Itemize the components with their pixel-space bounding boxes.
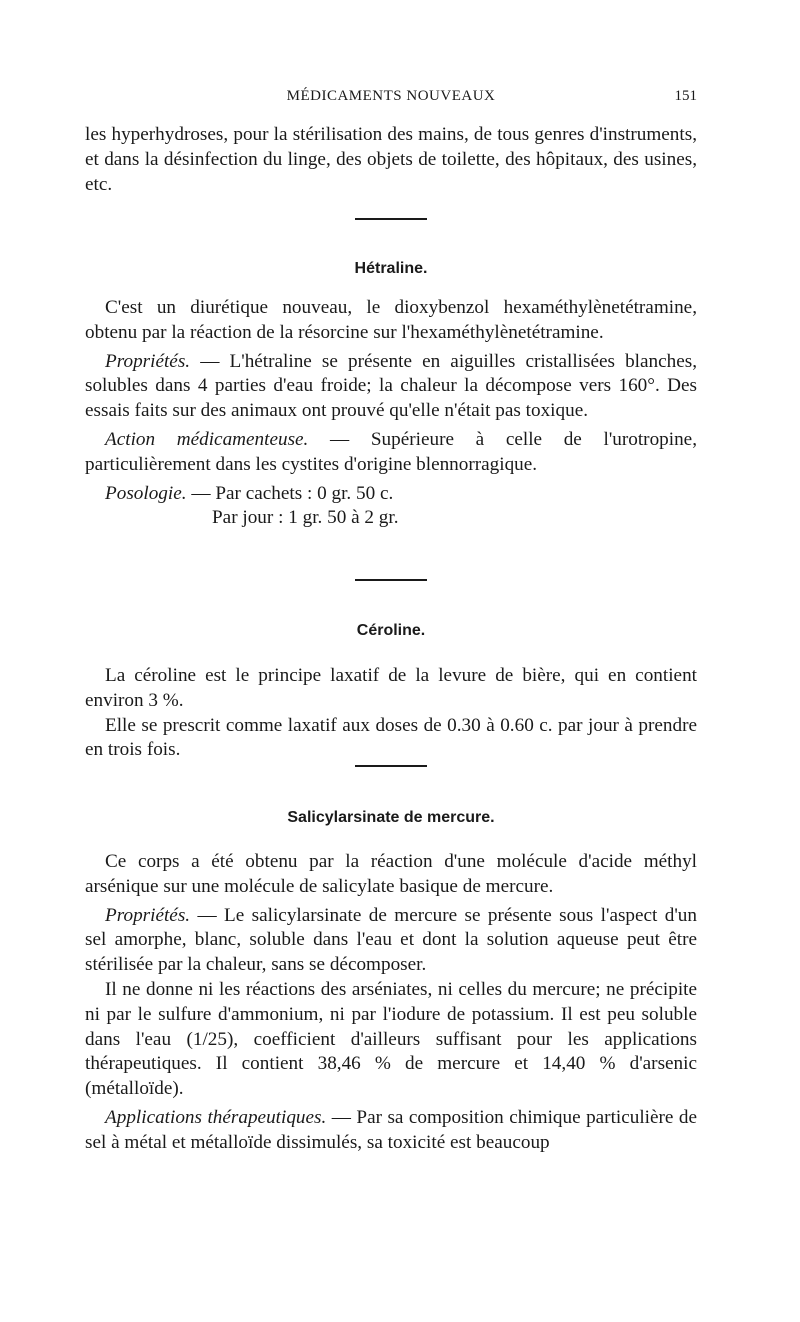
intro-paragraph	[85, 123, 697, 197]
salicylarsinate-properties	[85, 904, 697, 978]
section-title-ceroline: Céroline.	[356, 622, 426, 639]
section-divider	[355, 218, 427, 220]
salicylarsinate-applications	[85, 1106, 697, 1156]
running-title: MÉDICAMENTS NOUVEAUX	[286, 88, 496, 104]
applications-text: — Par sa composition chimique particulière de sel à métal et métalloïde dissimulés, sa toxicité est beaucoup	[85, 1106, 697, 1153]
running-header	[85, 88, 697, 110]
posology-line-2: Par jour : 1 gr. 50 à 2 gr.	[212, 507, 399, 529]
properties-text: — Le salicylarsinate de mercure se présente sous l'aspect d'un sel amorphe, blanc, soluble dans l'eau et dont la solution aqueuse peut être stérilisée par la chaleur, sans se décomposer.	[85, 904, 697, 976]
section-title-salicylarsinate: Salicylarsinate de mercure.	[287, 809, 495, 826]
properties-text: — L'hétraline se présente en aiguilles cristallisées blanches, solubles dans 4 parties d'eau froide; la chaleur la décompose vers 160°. Des essais faits sur des animaux ont prouvé qu'elle n'était pas toxique.	[85, 350, 697, 422]
ceroline-paragraph-2: Elle se prescrit comme laxatif aux doses de 0.30 à 0.60 c. par jour à prendre en trois fois.	[85, 714, 697, 761]
ceroline-body	[85, 664, 697, 763]
action-text: — Supérieure à celle de l'urotropine, particulièrement dans les cystites d'origine blennorragique.	[85, 428, 697, 475]
properties-label: Propriétés.	[105, 350, 191, 372]
properties-label: Propriétés.	[105, 904, 191, 926]
hetraline-action	[85, 428, 697, 478]
salicylarsinate-body	[85, 850, 697, 1156]
posology-line-1: — Par cachets : 0 gr. 50 c.	[186, 482, 394, 504]
page-number: 151	[674, 88, 697, 104]
intro-text: les hyperhydroses, pour la stérilisation des mains, de tous genres d'instruments, et dans la désinfection du linge, des objets de toilette, des hôpitaux, des usines, etc.	[85, 124, 697, 195]
section-title-hetraline: Hétraline.	[354, 260, 428, 277]
hetraline-posology	[85, 482, 697, 532]
posology-label: Posologie.	[105, 482, 187, 504]
section-divider	[355, 579, 427, 581]
section-divider	[355, 765, 427, 767]
ceroline-paragraph-1: La céroline est le principe laxatif de la levure de bière, qui en contient environ 3 %.	[85, 665, 697, 711]
action-label: Action médicamenteuse.	[105, 428, 309, 450]
applications-label: Applications thérapeutiques.	[105, 1106, 327, 1128]
salicylarsinate-reactions: Il ne donne ni les réactions des arséniates, ni celles du mercure; ne précipite ni par le sulfure d'ammonium, ni par l'iodure de potassium. Il est peu soluble dans l'eau (1/25), coefficient d'ailleurs suffisant pour les applications thérapeutiques. Il contient 38,46 % de mercure et 14,40 % d'arsenic (métalloïde).	[85, 978, 697, 1100]
hetraline-body	[85, 296, 697, 531]
hetraline-properties	[85, 350, 697, 424]
salicylarsinate-intro: Ce corps a été obtenu par la réaction d'une molécule d'acide méthyl arsénique sur une molécule de salicylate basique de mercure.	[85, 851, 697, 897]
hetraline-intro: C'est un diurétique nouveau, le dioxybenzol hexaméthylènetétramine, obtenu par la réaction de la résorcine sur l'hexaméthylènetétramine.	[85, 297, 697, 343]
